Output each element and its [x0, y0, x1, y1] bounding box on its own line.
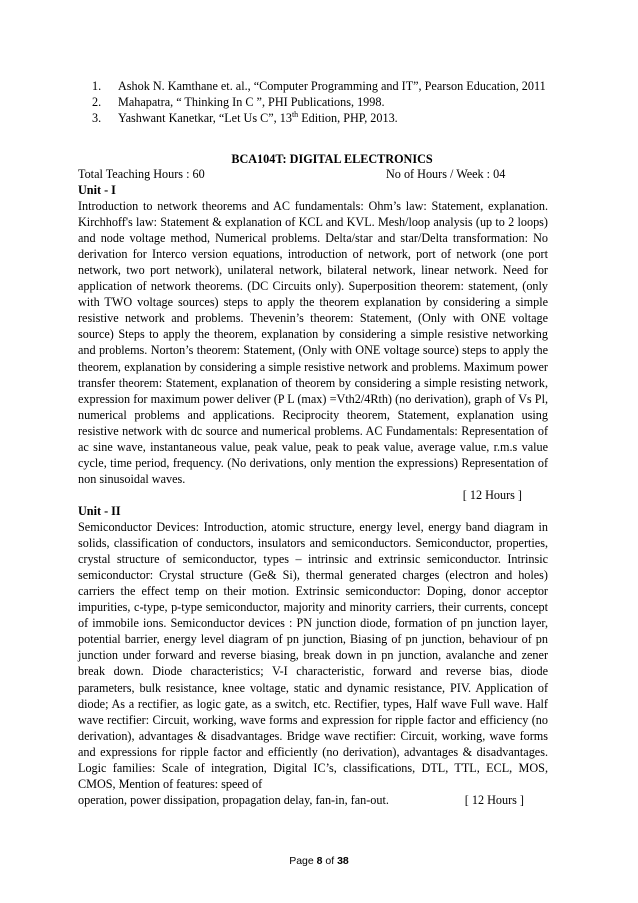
- reference-text: Ashok N. Kamthane et. al., “Computer Programming and IT”, Pearson Education, 2011: [118, 79, 546, 93]
- unit-content-last-line: operation, power dissipation, propagation delay, fan-in, fan-out.: [78, 792, 389, 807]
- unit-2-section: [78, 503, 548, 808]
- total-teaching-hours: Total Teaching Hours : 60: [78, 167, 205, 181]
- unit-heading: Unit - I: [78, 183, 116, 197]
- weekly-hours: No of Hours / Week : 04: [386, 167, 506, 181]
- unit-heading: Unit - II: [78, 504, 121, 518]
- unit-hours: [ 12 Hours ]: [464, 792, 524, 807]
- course-title: BCA104T: DIGITAL ELECTRONICS: [231, 152, 433, 166]
- reference-item: [86, 94, 548, 110]
- total-pages: 38: [337, 855, 349, 867]
- unit-1-section: [78, 182, 548, 503]
- reference-list: [86, 78, 548, 126]
- unit-content: Introduction to network theorems and AC fundamentals: Ohm’s law: Statement, explanation. Kirchhoff's law: Statement & explanation of KCL and KVL. Mesh/loop analysis (up to 2 loops) and node voltage method, Numerical problems. Delta/star and star/Delta transformation: No derivation for Interco version equations, introduction of network, port of network (one port network, two port network), unilateral network, bilateral network, linear network. Need for application of network theorems. (DC Circuits only). Superposition theorem: statement, (only with TWO voltage sources) steps to apply the theorem explanation by considering a simple resistive network and problems. Thevenin’s theorem: Statement, (Only with ONE voltage source) Steps to apply the theorem, explanation by considering a simple resistive networking and problems. Norton’s theorem: Statement, (Only with ONE voltage source) steps to apply the theorem, explanation by considering a simple resistive network and problems. Maximum power transfer theorem: Statement, explanation of theorem by considering a simple resisting network, expression for maximum power deliver (P L (max) =Vth2/4Rth) (no derivation), graph of Vs Pl, numerical problems and applications. Reciprocity theorem, Statement, explanation using resistive network with dc source and numerical problems. AC Fundamentals: Representation of ac sine wave, instantaneous value, peak value, peak to peak value, average value, r.m.s value cycle, time period, frequency. (No derivations, only mention the expressions) Representation of non sinusoidal waves.: [78, 199, 548, 486]
- reference-item: [86, 110, 548, 126]
- reference-number: 3.: [92, 111, 102, 125]
- reference-number: 2.: [92, 95, 102, 109]
- unit-content: Semiconductor Devices: Introduction, atomic structure, energy level, energy band diagram in solids, classification of conductors, insulators and semiconductors. Semiconductor, properties, crystal structure of semiconductor, types – intrinsic and extrinsic semiconductor. Intrinsic semiconductor: Crystal structure (Ge& Si), thermal generated charges (electron and holes) carriers the effect temp on their motion. Extrinsic semiconductor: Doping, donor acceptor impurities, c-type, p-type semiconductor, majority and minority carriers, their currents, concept of immobile ions. Semiconductor devices : PN junction diode, formation of pn junction layer, potential barrier, energy level diagram of pn junction, Biasing of pn junction, behaviour of pn junction under forward and reverse biasing, break down in pn junction, avalanche and zener break down. Diode characteristics; V-I characteristic, forward and reverse bias, diode parameters, bulk resistance, knee voltage, static and dynamic resistance, PIV. Application of diode; As a rectifier, as logic gate, as a switch, etc. Rectifier, types, Half wave Full wave. Half wave rectifier: Circuit, working, wave forms and expression for ripple factor and efficiency (no derivation), advantages & disadvantages. Bridge wave rectifier: Circuit, working, wave forms and expressions for ripple factor and efficiently (no derivation), advantages & disadvantages. Logic families: Scale of integration, Digital IC’s, classifications, DTL, TTL, ECL, MOS, CMOS, Mention of features: speed of: [78, 520, 548, 791]
- reference-superscript: th: [291, 109, 299, 119]
- reference-number: 1.: [92, 79, 102, 93]
- unit-final-line: [78, 792, 548, 808]
- teaching-hours-line: [78, 166, 548, 182]
- unit-hours: [ 12 Hours ]: [462, 487, 522, 502]
- page-footer: [0, 855, 638, 867]
- reference-item: [86, 78, 548, 94]
- reference-text-end: Edition, PHP, 2013.: [298, 111, 398, 125]
- reference-text: Yashwant Kanetkar, “Let Us C”, 13: [118, 111, 292, 125]
- current-page-number: 8: [316, 855, 323, 867]
- footer-of: of: [322, 855, 338, 867]
- footer-prefix: Page: [289, 855, 317, 867]
- reference-text: Mahapatra, “ Thinking In C ”, PHI Publications, 1998.: [118, 95, 385, 109]
